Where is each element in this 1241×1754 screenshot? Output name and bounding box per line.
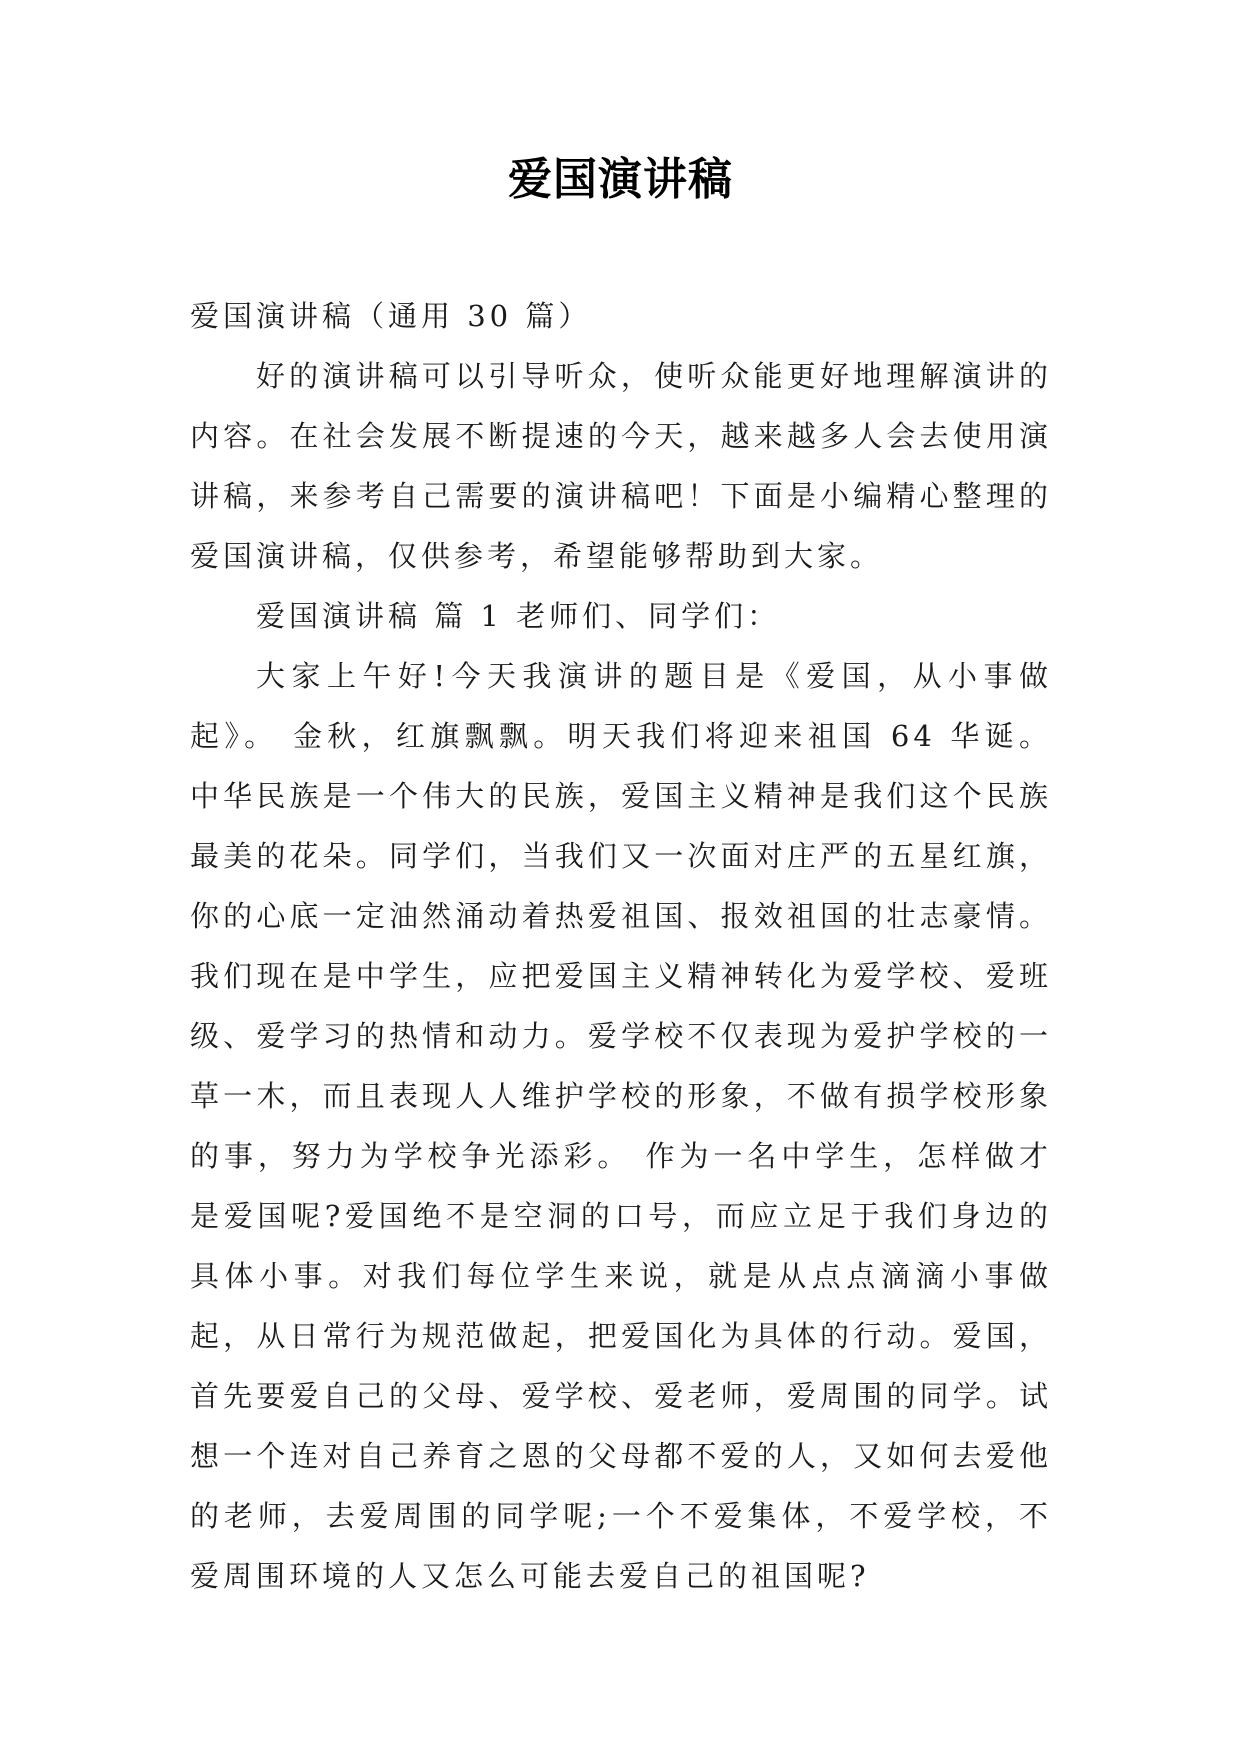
speech-paragraph: 大家上午好!今天我演讲的题目是《爱国，从小事做起》。 金秋，红旗飘飘。明天我们将迎来祖国 64 华诞。中华民族是一个伟大的民族，爱国主义精神是我们这个民族最美的花朵。同学们，当我们又一次面对庄严的五星红旗，你的心底一定油然涌动着热爱祖国、报效祖国的壮志豪情。我们现在是中学生，应把爱国主义精神转化为爱学校、爱班级、爱学习的热情和动力。爱学校不仅表现为爱护学校的一草一木，而且表现人人维护学校的形象，不做有损学校形象的事，努力为学校争光添彩。 作为一名中学生，怎样做才是爱国呢?爱国绝不是空洞的口号，而应立足于我们身边的具体小事。对我们每位学生来说，就是从点点滴滴小事做起，从日常行为规范做起，把爱国化为具体的行动。爱国，首先要爱自己的父母、爱学校、爱老师，爱周围的同学。试想一个连对自己养育之恩的父母都不爱的人，又如何去爱他的老师，去爱周围的同学呢;一个不爱集体，不爱学校，不爱周围环境的人又怎么可能去爱自己的祖国呢? (190, 659, 1052, 1593)
document-body (190, 286, 1052, 1606)
subtitle-line: 爱国演讲稿（通用 30 篇） (190, 299, 592, 333)
section-heading: 爱国演讲稿 篇 1 老师们、同学们： (256, 599, 781, 633)
intro-paragraph: 好的演讲稿可以引导听众，使听众能更好地理解演讲的内容。在社会发展不断提速的今天，越来越多人会去使用演讲稿，来参考自己需要的演讲稿吧！下面是小编精心整理的爱国演讲稿，仅供参考，希望能够帮助到大家。 (190, 359, 1052, 573)
document-title: 爱国演讲稿 (508, 154, 733, 205)
